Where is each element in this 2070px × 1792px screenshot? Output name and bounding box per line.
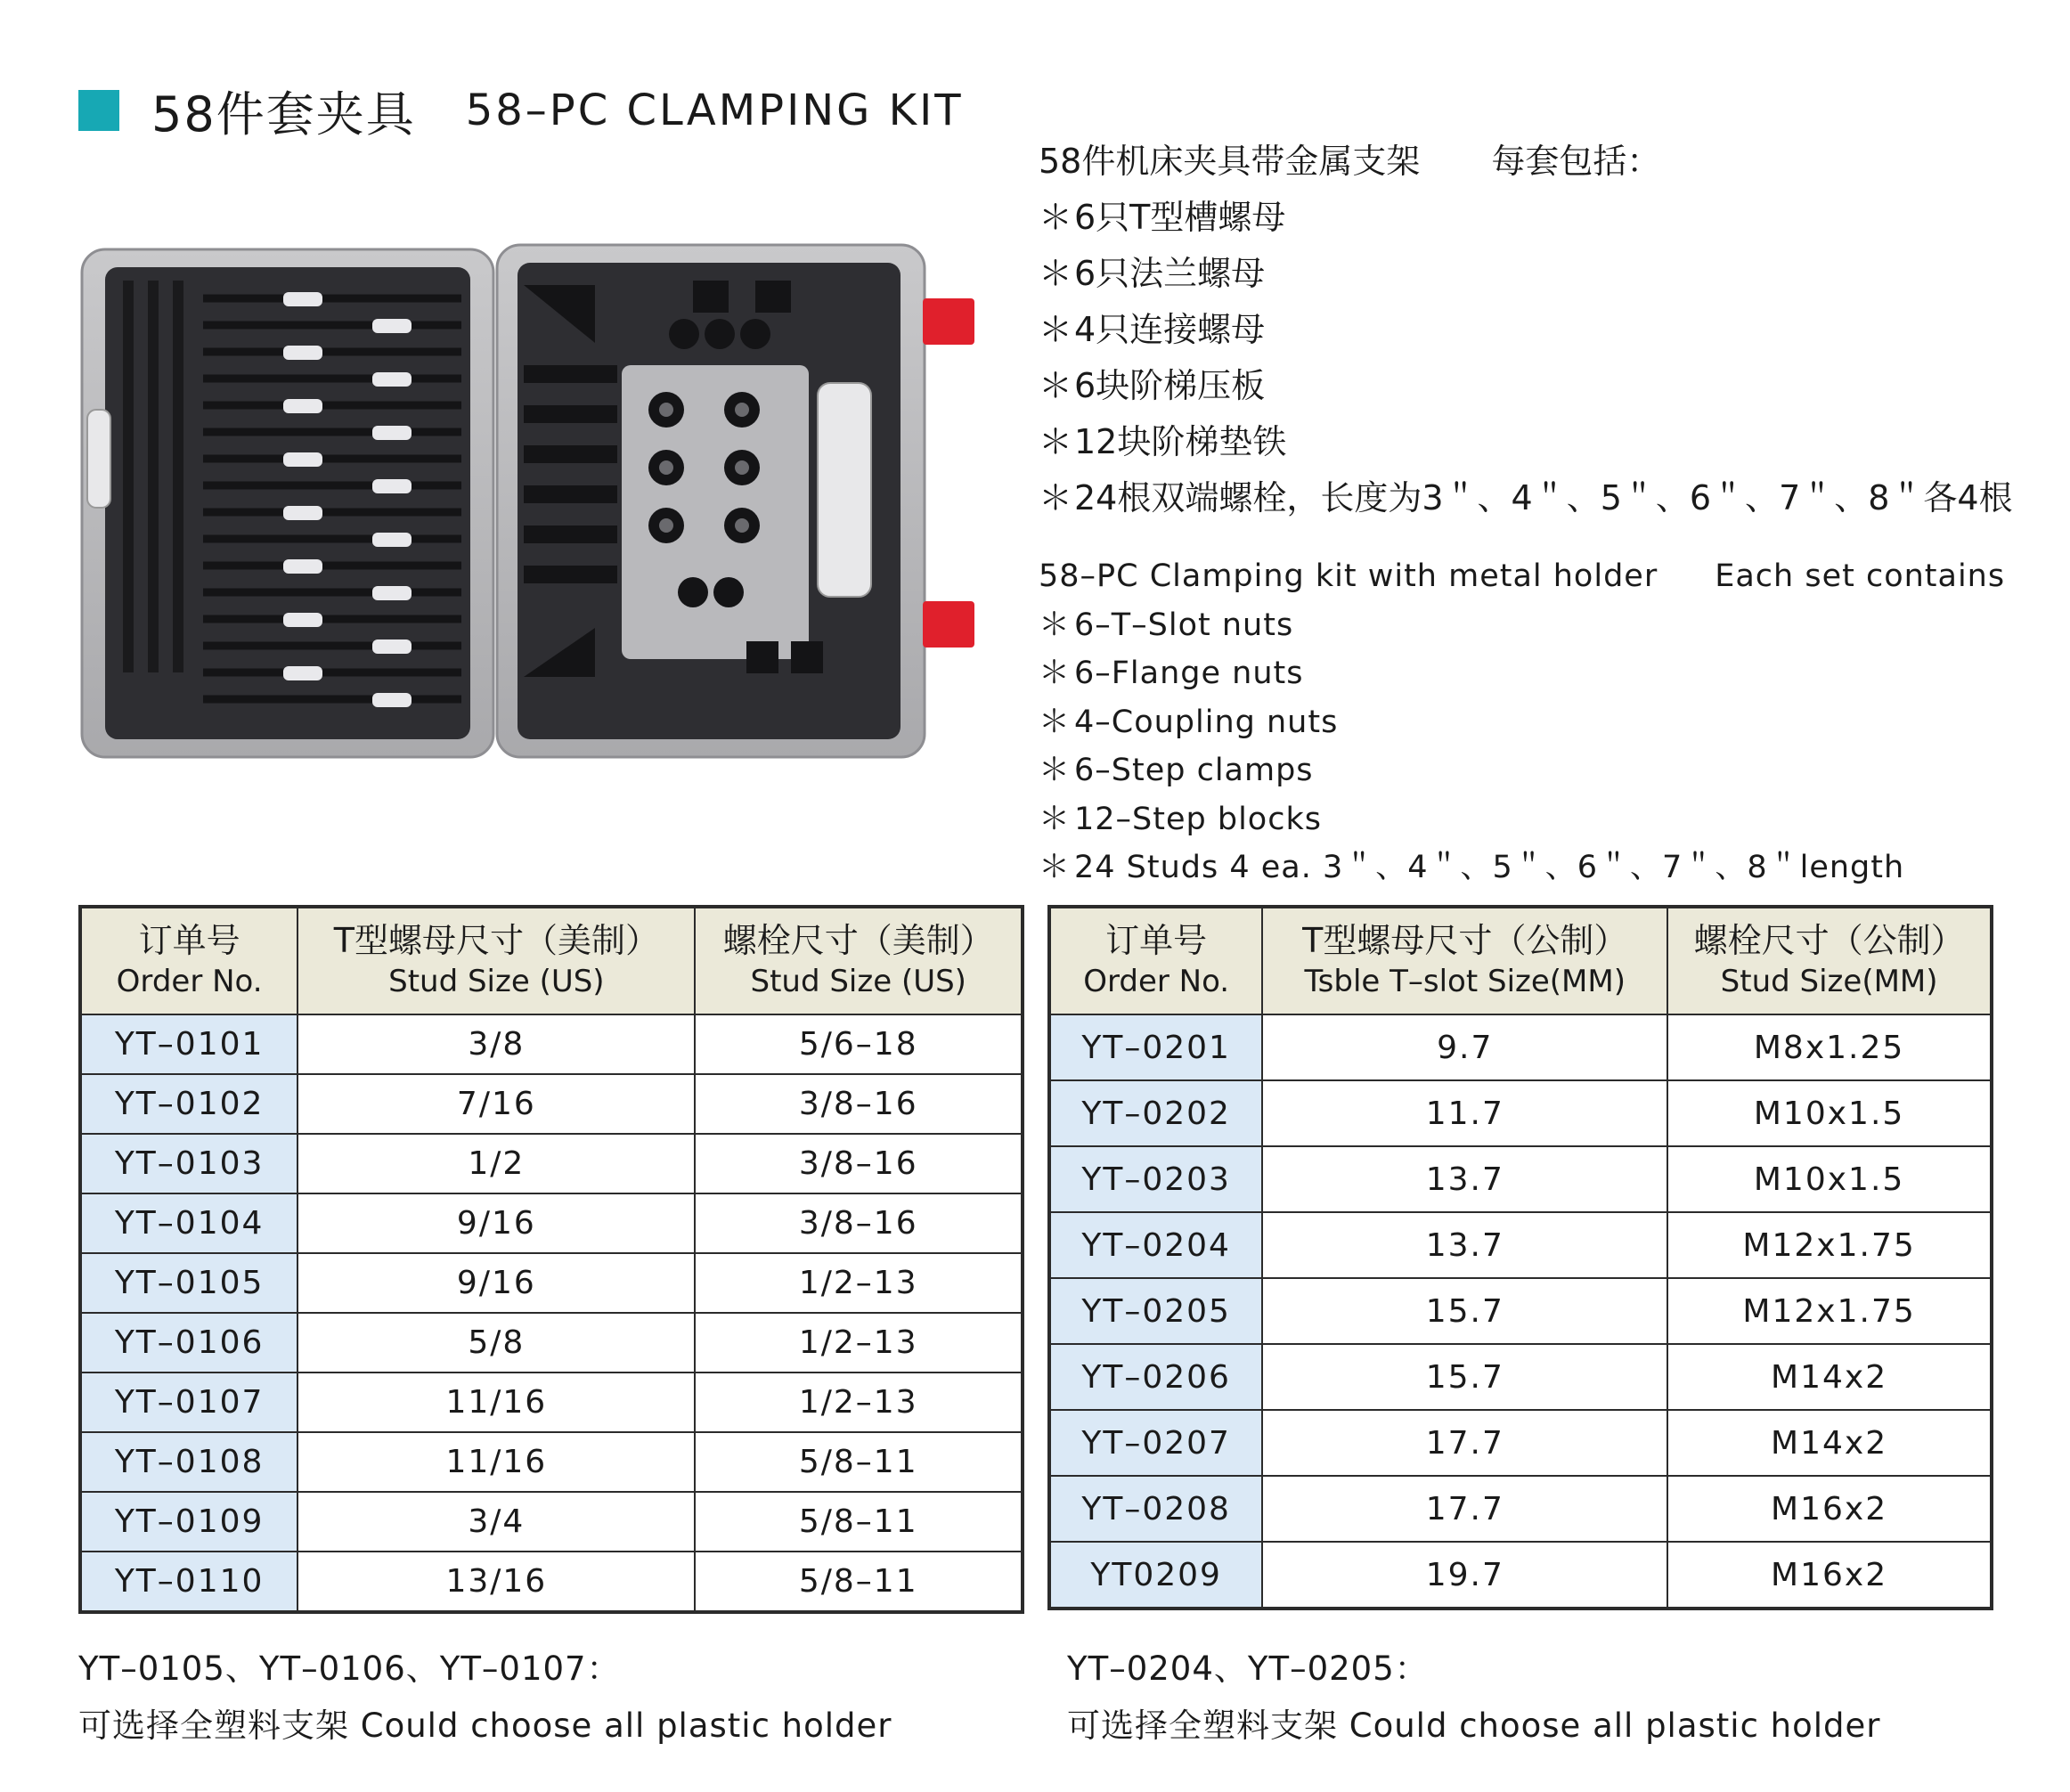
stud-size-cell: 3/8–16 [695,1074,1023,1134]
note-us-text: 可选择全塑料支架 Could choose all plastic holder [78,1706,892,1745]
desc-cn-item: ＊6只法兰螺母 [1039,246,2063,302]
tnut-size-cell: 7/16 [297,1074,695,1134]
note-us-models: YT–0105、YT–0106、YT–0107： [78,1649,621,1688]
stud-size-cell: 1/2–13 [695,1313,1023,1373]
table-row [1049,1344,1992,1410]
bullet: ＊ [1039,850,1072,885]
page-heading [78,75,964,146]
bullet: ＊ [1039,656,1072,691]
tnut-size-cell: 3/4 [297,1492,695,1552]
desc-cn-item: ＊4只连接螺母 [1039,302,2063,358]
bullet: ＊ [1039,753,1072,788]
table-row [1049,1410,1992,1476]
order-no-cell: YT–0102 [80,1074,297,1134]
desc-en-item: ＊ 6–Step clamps [1039,746,2063,795]
table-row [1049,1080,1992,1146]
stud-size-cell: M8x1.25 [1667,1014,1992,1080]
order-no-cell: YT–0110 [80,1552,297,1612]
stud-size-cell: 5/8–11 [695,1552,1023,1612]
tnut-size-cell: 3/8 [297,1014,695,1074]
note-metric-models: YT–0204、YT–0205： [1067,1649,1429,1688]
title-cn: 58件套夹具 [151,86,416,143]
header-tslot-size: T型螺母尺寸（公制） Tsble T–slot Size(MM) [1262,907,1667,1014]
bullet: ＊ [1039,310,1073,349]
table-row [1049,1146,1992,1212]
bullet: ＊ [1039,801,1072,837]
order-no-cell: YT–0108 [80,1432,297,1492]
desc-cn-intro-right: 每套包括： [1491,142,1661,181]
metric-size-table [1047,905,1993,1610]
order-no-cell: YT–0104 [80,1193,297,1253]
stud-size-cell: 5/8–11 [695,1432,1023,1492]
order-no-cell: YT–0105 [80,1253,297,1313]
bullet: ＊ [1039,704,1072,740]
tslot-size-cell: 15.7 [1262,1278,1667,1344]
desc-en-intro-right: Each set contains [1715,558,2006,594]
table-row [80,1552,1023,1612]
tslot-size-cell: 9.7 [1262,1014,1667,1080]
description-cn [1039,134,2063,526]
table-row [1049,1278,1992,1344]
order-no-cell: YT–0205 [1049,1278,1262,1344]
tnut-size-cell: 11/16 [297,1432,695,1492]
order-no-cell: YT–0206 [1049,1344,1262,1410]
tnut-size-cell: 13/16 [297,1552,695,1612]
table-row [80,1253,1023,1313]
tnut-size-cell: 9/16 [297,1193,695,1253]
desc-en-item: ＊ 24 Studs 4 ea. 3＂、4＂、5＂、6＂、7＂、8＂length [1039,843,2063,892]
table-row [80,1134,1023,1193]
desc-cn-item: ＊6块阶梯压板 [1039,358,2063,414]
table-row [80,1432,1023,1492]
order-no-cell: YT–0204 [1049,1212,1262,1278]
tslot-size-cell: 17.7 [1262,1410,1667,1476]
table-row [80,1193,1023,1253]
stud-size-cell: M12x1.75 [1667,1278,1992,1344]
bullet: ＊ [1039,478,1073,517]
note-metric-text: 可选择全塑料支架 Could choose all plastic holder [1067,1706,1881,1745]
tnut-size-cell: 5/8 [297,1313,695,1373]
header-order-no: 订单号 Order No. [1049,907,1262,1014]
order-no-cell: YT–0207 [1049,1410,1262,1476]
order-no-cell: YT–0109 [80,1492,297,1552]
tnut-size-cell: 11/16 [297,1373,695,1432]
desc-en-item: ＊ 4–Coupling nuts [1039,698,2063,747]
table-header-row [80,907,1023,1014]
header-tnut-size: T型螺母尺寸（美制） Stud Size (US) [297,907,695,1014]
stud-size-cell: M12x1.75 [1667,1212,1992,1278]
order-no-cell: YT–0107 [80,1373,297,1432]
stud-size-cell: 3/8–16 [695,1134,1023,1193]
stud-size-cell: 3/8–16 [695,1193,1023,1253]
us-size-table [78,905,1024,1614]
table-header-row [1049,907,1992,1014]
tslot-size-cell: 19.7 [1262,1542,1667,1609]
order-no-cell: YT–0101 [80,1014,297,1074]
stud-size-cell: M16x2 [1667,1476,1992,1542]
header-stud-size: 螺栓尺寸（公制） Stud Size(MM) [1667,907,1992,1014]
desc-cn-item: ＊6只T型槽螺母 [1039,190,2063,246]
bullet: ＊ [1039,254,1073,293]
tslot-size-cell: 17.7 [1262,1476,1667,1542]
bullet: ＊ [1039,422,1073,461]
header-order-no: 订单号 Order No. [80,907,297,1014]
desc-cn-item: ＊24根双端螺栓，长度为3＂、4＂、5＂、6＂、7＂、8＂各4根 [1039,470,2063,526]
stud-size-cell: M16x2 [1667,1542,1992,1609]
tslot-size-cell: 15.7 [1262,1344,1667,1410]
table-row [1049,1542,1992,1609]
table-row [80,1014,1023,1074]
order-no-cell: YT–0106 [80,1313,297,1373]
desc-en-intro: 58–PC Clamping kit with metal holder Each set contains [1039,558,2006,594]
stud-size-cell: M10x1.5 [1667,1146,1992,1212]
bullet: ＊ [1039,198,1073,237]
stud-size-cell: 1/2–13 [695,1253,1023,1313]
title-en: 58–PC CLAMPING KIT [465,86,964,135]
accent-square [78,90,119,131]
note-metric [1067,1641,1881,1755]
table-row [80,1074,1023,1134]
table-row [1049,1476,1992,1542]
desc-en-item: ＊ 6–T–Slot nuts [1039,601,2063,650]
bullet: ＊ [1039,607,1072,643]
tslot-size-cell: 11.7 [1262,1080,1667,1146]
tslot-size-cell: 13.7 [1262,1146,1667,1212]
stud-size-cell: 1/2–13 [695,1373,1023,1432]
description-en [1039,552,2063,892]
table-row [1049,1212,1992,1278]
table-row [1049,1014,1992,1080]
order-no-cell: YT–0203 [1049,1146,1262,1212]
stud-size-cell: 5/6–18 [695,1014,1023,1074]
order-no-cell: YT–0208 [1049,1476,1262,1542]
desc-en-item: ＊ 12–Step blocks [1039,795,2063,844]
stud-size-cell: 5/8–11 [695,1492,1023,1552]
bullet: ＊ [1039,366,1073,405]
order-no-cell: YT–0201 [1049,1014,1262,1080]
tnut-size-cell: 1/2 [297,1134,695,1193]
order-no-cell: YT–0103 [80,1134,297,1193]
note-us [78,1641,892,1755]
stud-size-cell: M10x1.5 [1667,1080,1992,1146]
tnut-size-cell: 9/16 [297,1253,695,1313]
order-no-cell: YT0209 [1049,1542,1262,1609]
desc-cn-item: ＊12块阶梯垫铁 [1039,414,2063,470]
stud-size-cell: M14x2 [1667,1344,1992,1410]
table-row [80,1373,1023,1432]
stud-size-cell: M14x2 [1667,1410,1992,1476]
order-no-cell: YT–0202 [1049,1080,1262,1146]
clamping-kit-case-image [78,232,978,766]
tslot-size-cell: 13.7 [1262,1212,1667,1278]
header-stud-size: 螺栓尺寸（美制） Stud Size (US) [695,907,1023,1014]
desc-en-item: ＊ 6–Flange nuts [1039,649,2063,698]
desc-cn-intro: 58件机床夹具带金属支架 每套包括： [1039,142,1661,181]
table-row [80,1313,1023,1373]
table-row [80,1492,1023,1552]
